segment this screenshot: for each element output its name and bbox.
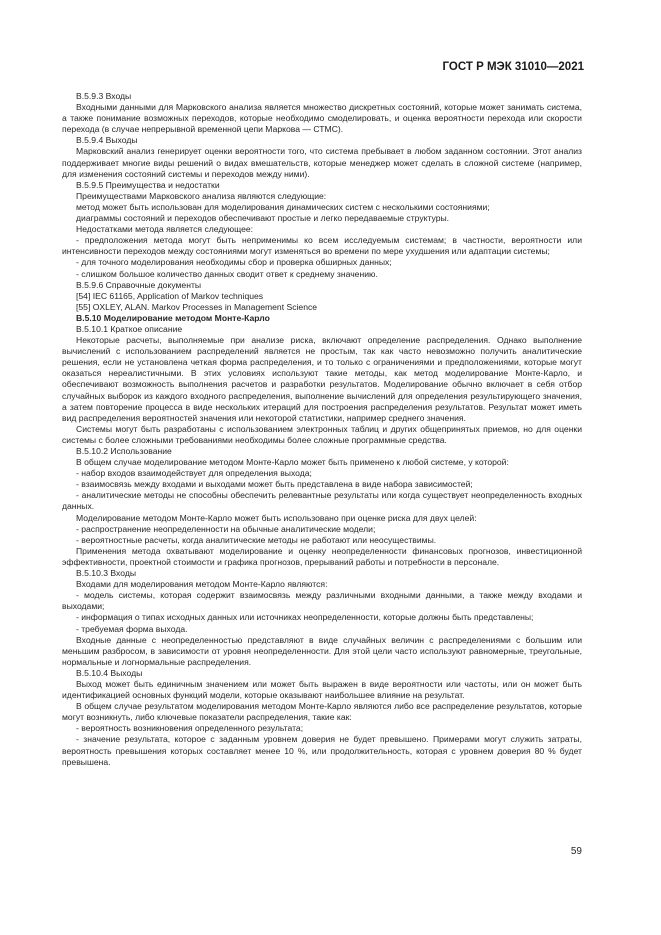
section-heading: В.5.9.5 Преимущества и недостатки (76, 179, 220, 190)
list-item: - значение результата, которое с заданным уровнем доверия не будет превышено. Примерами могут служить затраты, вероятность превышения которых составляет менее 10 %, или продолжительность, которая с уровнем доверия 80 % будет превышена. (62, 734, 582, 767)
section-heading: В.5.10.1 Краткое описание (76, 323, 183, 334)
section-heading: В.5.10.2 Использование (76, 446, 172, 456)
standard-header: ГОСТ Р МЭК 31010—2021 (442, 61, 584, 73)
list-item: - распространение неопределенности на обычные аналитические модели; (76, 523, 376, 534)
paragraph: Входами для моделирования методом Монте-Карло являются: (76, 579, 328, 590)
paragraph: Преимуществами Марковского анализа являются следующие: (76, 190, 327, 201)
list-item: - аналитические методы не способны обеспечить релевантные результаты или когда существует неопределенность входных данных. (62, 490, 582, 512)
paragraph: В общем случае результатом моделирования методом Монте-Карло являются либо все распределение результатов, которые могут возникнуть, либо ключевые показатели распределения, такие как: (62, 701, 582, 723)
list-item: - слишком большое количество данных сводит ответ к среднему значению. (76, 268, 378, 279)
section-heading: В.5.9.4 Выходы (76, 135, 138, 146)
list-item: - информация о типах исходных данных или источниках неопределенности, которые должны быть представлены; (76, 612, 534, 623)
list-item: - требуемая форма выхода. (76, 623, 188, 634)
section-heading: В.5.9.3 Входы (76, 91, 132, 101)
section-heading: В.5.10.4 Выходы (76, 667, 143, 678)
list-item: - вероятность возникновения определенного результата; (76, 723, 304, 734)
page-number: 59 (570, 846, 582, 857)
paragraph: Входные данные с неопределенностью представляют в виде случайных величин с распределениями с большим или меньшим разбросом, в зависимости от уровня неопределенности. Для этой цели часто используют равномерные, треугольные, нормальные и логнормальные распределения. (62, 634, 582, 667)
paragraph: Выход может быть единичным значением или может быть выражен в виде вероятности или частоты, или он может быть идентификацией основных функций модели, которые оказывают наибольшее влияние на результат. (62, 678, 582, 701)
list-item: - взаимосвязь между входами и выходами может быть представлена в виде набора зависимостей; (76, 479, 473, 490)
reference-item: [55] OXLEY, ALAN. Markov Processes in Management Science (76, 301, 318, 312)
list-item: - предположения метода могут быть неприменимы ко всем исследуемым системам; в частности, вероятности или интенсивности переходов между состояниями могут изменяться во времени по мере ухудшения или адаптации системы; (62, 235, 582, 257)
paragraph: Входными данными для Марковского анализа является множество дискретных состояний, которые может занимать система, а также понимание возможных переходов, которые необходимо смоделировать, и оценка вероятности перехода или скорости перехода (в случае непрерывной временной цепи Маркова — СТМС). (62, 102, 582, 135)
paragraph: Недостатками метода является следующее: (76, 224, 254, 235)
list-item: - для точного моделирования необходимы сбор и проверка обширных данных; (76, 257, 392, 268)
document-body (62, 91, 582, 768)
paragraph: Моделирование методом Монте-Карло может быть использовано при оценке риска для двух целей: (76, 512, 477, 523)
section-heading: В.5.9.6 Справочные документы (76, 279, 202, 290)
paragraph: Марковский анализ генерирует оценки вероятности того, что система пребывает в любом заданном состоянии. Этот анализ поддерживает многие виды решений о видах вмешательств, которые менеджер может сделать в сложной системе (например, для изменения состояний системы и переходов между ними). (62, 146, 582, 179)
paragraph: Применения метода охватывают моделирование и оценку неопределенности финансовых прогнозов, инвестиционной эффективности, проектной стоимости и графика прогнозов, прерываний работы и потребности в персонале. (62, 545, 582, 567)
list-item: - модель системы, которая содержит взаимосвязь между различными входными данными, а также между входами и выходами; (62, 590, 582, 612)
list-item: метод может быть использован для моделирования динамических систем с несколькими состояниями; (76, 201, 490, 212)
list-item: - набор входов взаимодействует для определения выхода; (76, 468, 312, 479)
paragraph: В общем случае моделирование методом Монте-Карло может быть применено к любой системе, у которой: (76, 457, 509, 468)
section-title: В.5.10 Моделирование методом Монте-Карло (76, 312, 270, 323)
list-item: диаграммы состояний и переходов обеспечивают простые и легко передаваемые структуры. (76, 213, 450, 224)
list-item: - вероятностные расчеты, когда аналитические методы не работают или неосуществимы. (76, 534, 437, 545)
paragraph: Системы могут быть разработаны с использованием электронных таблиц и других общепринятых приемов, но для оценки системы с более сложными требованиями необходимы более сложные программные средства. (62, 423, 582, 445)
reference-item: [54] IEC 61165, Application of Markov techniques (76, 290, 264, 301)
section-heading: В.5.10.3 Входы (76, 568, 137, 579)
paragraph: Некоторые расчеты, выполняемые при анализе риска, включают определение распределения. Однако выполнение вычислений с использованием распределений является не простым, так как часто невозможно получить аналитические решения, если не установлена четкая форма распределения, и то только с ограничениями и предположениями, которые могут оказаться нереалистичными. В этих условиях используют такие методы, как метод моделирование Монте-Карло, и обеспечивают возможность выполнения расчетов и разработки результатов. Моделирование обычно включает в себя отбор случайных выборок из каждого входного распределения, выполнение вычислений для определения результирующего значения, а затем повторение процесса в виде нескольких итераций для построения распределения результатов. Результат может иметь вид распределения вероятностей значения или некоторой статистики, например среднего значения. (62, 335, 582, 423)
